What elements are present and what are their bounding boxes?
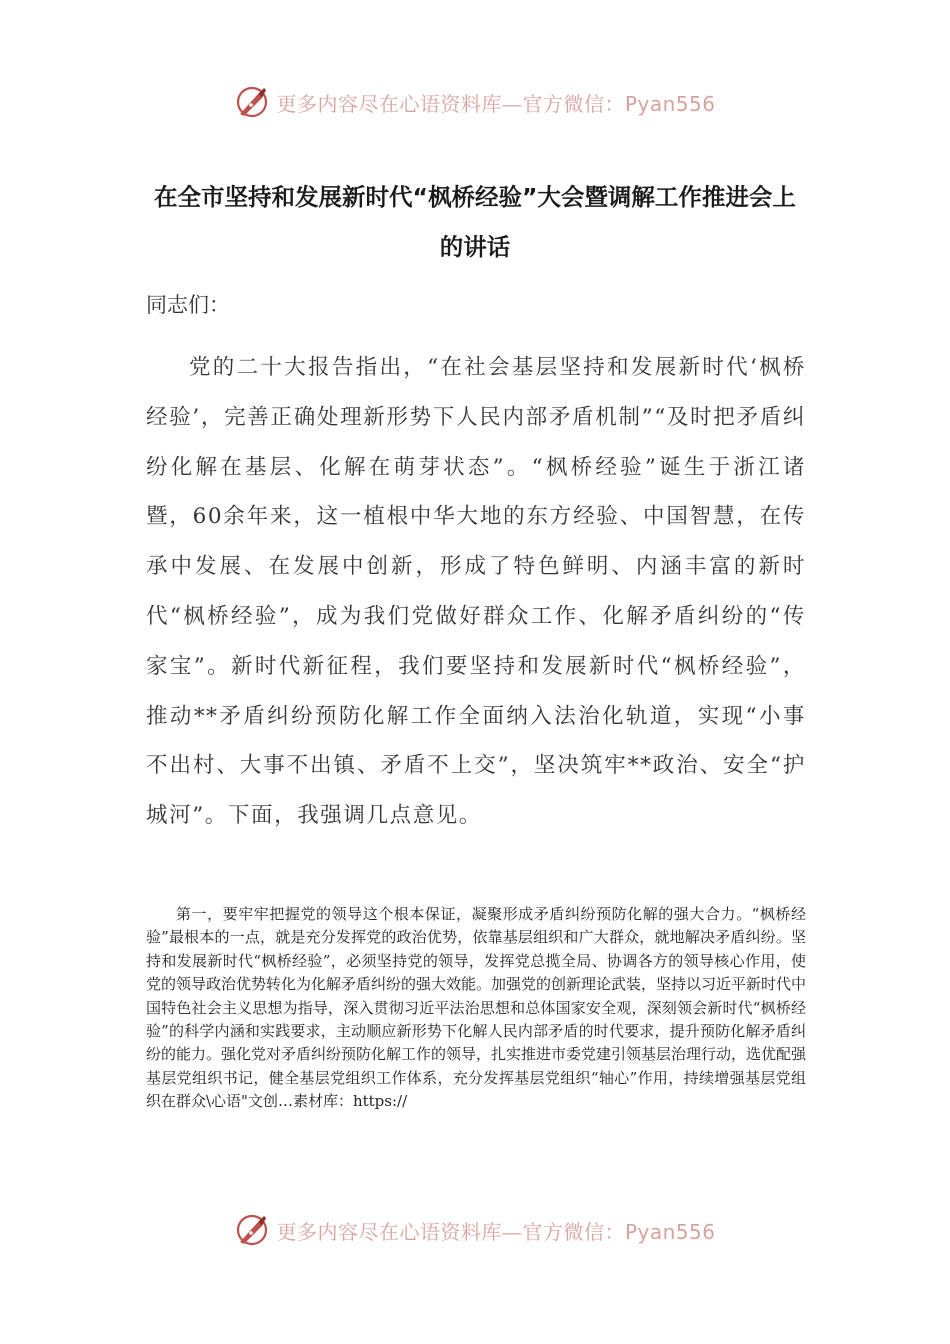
watermark-text: 更多内容尽在心语资料库—官方微信：Pyan556: [276, 91, 716, 116]
greeting: 同志们：: [146, 293, 230, 317]
document-title: 在全市坚持和发展新时代“枫桥经验”大会暨调解工作推进会上的讲话: [154, 183, 796, 261]
watermark-text: 更多内容尽在心语资料库—官方微信：Pyan556: [276, 1219, 716, 1244]
pen-nib-logo-icon: [234, 84, 270, 120]
footer-watermark-banner: [0, 1208, 950, 1252]
paragraph-first-point: 第一，要牢牢把握党的领导这个根本保证，凝聚形成矛盾纠纷预防化解的强大合力。“枫桥经验”最根本的一点，就是充分发挥党的政治优势，依靠基层组织和广大群众，就地解决矛盾纠纷。坚持和发展新时代“枫桥经验”，必须坚持党的领导，发挥党总揽全局、协调各方的领导核心作用，使党的领导政治优势转化为化解矛盾纠纷的强大效能。加强党的创新理论武装，坚持以习近平新时代中国特色社会主义思想为指导，深入贯彻习近平法治思想和总体国家安全观，深刻领会新时代“枫桥经验”的科学内涵和实践要求，主动顺应新形势下化解人民内部矛盾的时代要求，提升预防化解矛盾纠纷的能力。强化党对矛盾纠纷预防化解工作的领导，扎实推进市委党建引领基层治理行动，选优配强基层党组织书记，健全基层党组织工作体系，充分发挥基层党组织“轴心”作用，持续增强基层党组织在群众\心语"文创…素材库：https://: [146, 905, 807, 1111]
pen-nib-logo-icon: [234, 1212, 270, 1248]
paragraph-intro: 党的二十大报告指出，“在社会基层坚持和发展新时代‘枫桥经验’，完善正确处理新形势下人民内部矛盾机制”“及时把矛盾纠纷化解在基层、化解在萌芽状态”。“枫桥经验”诞生于浙江诸暨，60余年来，这一植根中华大地的东方经验、中国智慧，在传承中发展、在发展中创新，形成了特色鲜明、内涵丰富的新时代“枫桥经验”，成为我们党做好群众工作、化解矛盾纠纷的“传家宝”。新时代新征程，我们要坚持和发展新时代“枫桥经验”，推动**矛盾纠纷预防化解工作全面纳入法治化轨道，实现“小事不出村、大事不出镇、矛盾不上交”，坚决筑牢**政治、安全“护城河”。下面，我强调几点意见。: [146, 355, 806, 829]
header-watermark-banner: [0, 80, 950, 124]
